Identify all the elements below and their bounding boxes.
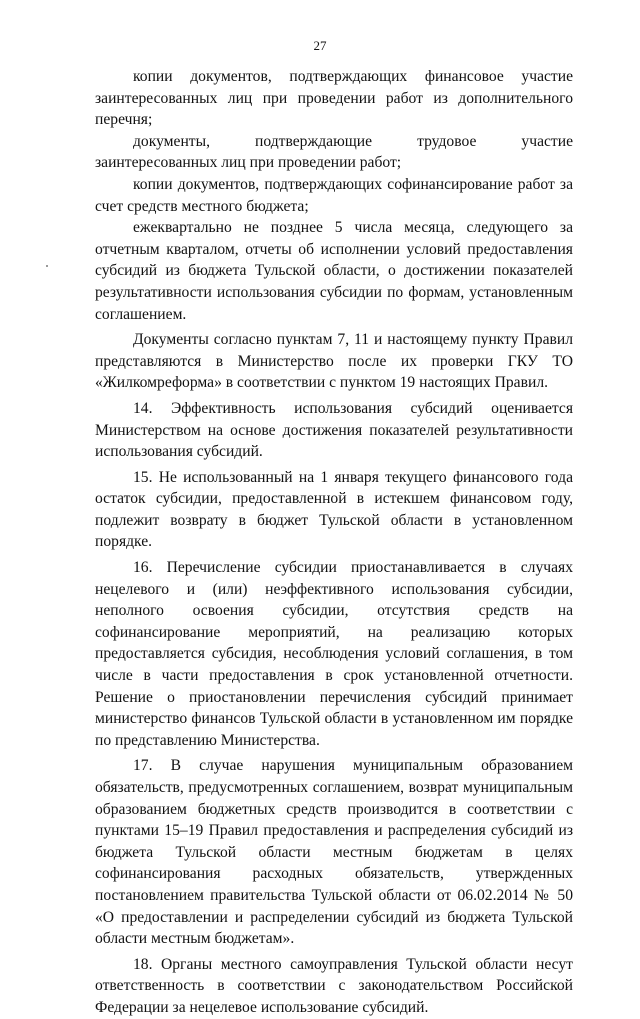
paragraph-clause-17: 17. В случае нарушения муниципальным образованием обязательств, предусмотренных соглашением, возврат муниципальным образованием бюджетных средств производится в соответствии с пунктами 15–19 Правил предоставления и распределения субсидий из бюджета Тульской области местным бюджетам в целях софинансирования расходных обязательств, утвержденных постановлением правительства Тульской области от 06.02.2014 № 50 «О предоставлении и распределении субсидий из бюджета Тульской области местным бюджетам». [95,757,573,948]
document-body [95,66,573,1019]
paragraph-quarterly-reports: ежеквартально не позднее 5 числа месяца, следующего за отчетным кварталом, отчеты об исполнении условий предоставления субсидий из бюджета Тульской области, о достижении показателей результативности использования субсидии по формам, установленным соглашением. [95,219,573,323]
paragraph-clause-14: 14. Эффективность использования субсидий оценивается Министерством на основе достижения показателей результативности использования субсидий. [95,399,573,461]
paragraph-clause-18: 18. Органы местного самоуправления Тульской области несут ответственность в соответствии с законодательством Российской Федерации за нецелевое использование субсидий. [95,955,573,1016]
paragraph-labor-participation: документы, подтверждающие трудовое участие заинтересованных лиц при проведении работ; [95,132,573,172]
paragraph-clause-16: 16. Перечисление субсидии приостанавливается в случаях нецелевого и (или) неэффективного использования субсидии, неполного освоения субсидии, отсутствия средств на софинансирование мероприятий, на реализацию которых предоставляется субсидия, несоблюдения условий соглашения, в том числе в части предоставления в срок установленной отчетности. Решение о приостановлении перечисления субсидий принимает министерство финансов Тульской области в установленном им порядке по представлению Министерства. [95,559,573,749]
scan-mark [46,265,48,267]
page-number: 27 [313,38,327,53]
paragraph-clause-15: 15. Не использованный на 1 января текущего финансового года остаток субсидии, предоставленной в истекшем финансовом году, подлежит возврату в бюджет Тульской области в установленном порядке. [95,468,573,551]
paragraph-financial-participation: копии документов, подтверждающих финансовое участие заинтересованных лиц при проведении работ из дополнительного перечня; [95,68,573,129]
paragraph-documents-submission: Документы согласно пунктам 7, 11 и настоящему пункту Правил представляются в Министерство после их проверки ГКУ ТО «Жилкомреформа» в соответствии с пунктом 19 настоящих Правил. [95,331,573,392]
paragraph-cofinancing-documents: копии документов, подтверждающих софинансирование работ за счет средств местного бюджета; [95,175,573,215]
